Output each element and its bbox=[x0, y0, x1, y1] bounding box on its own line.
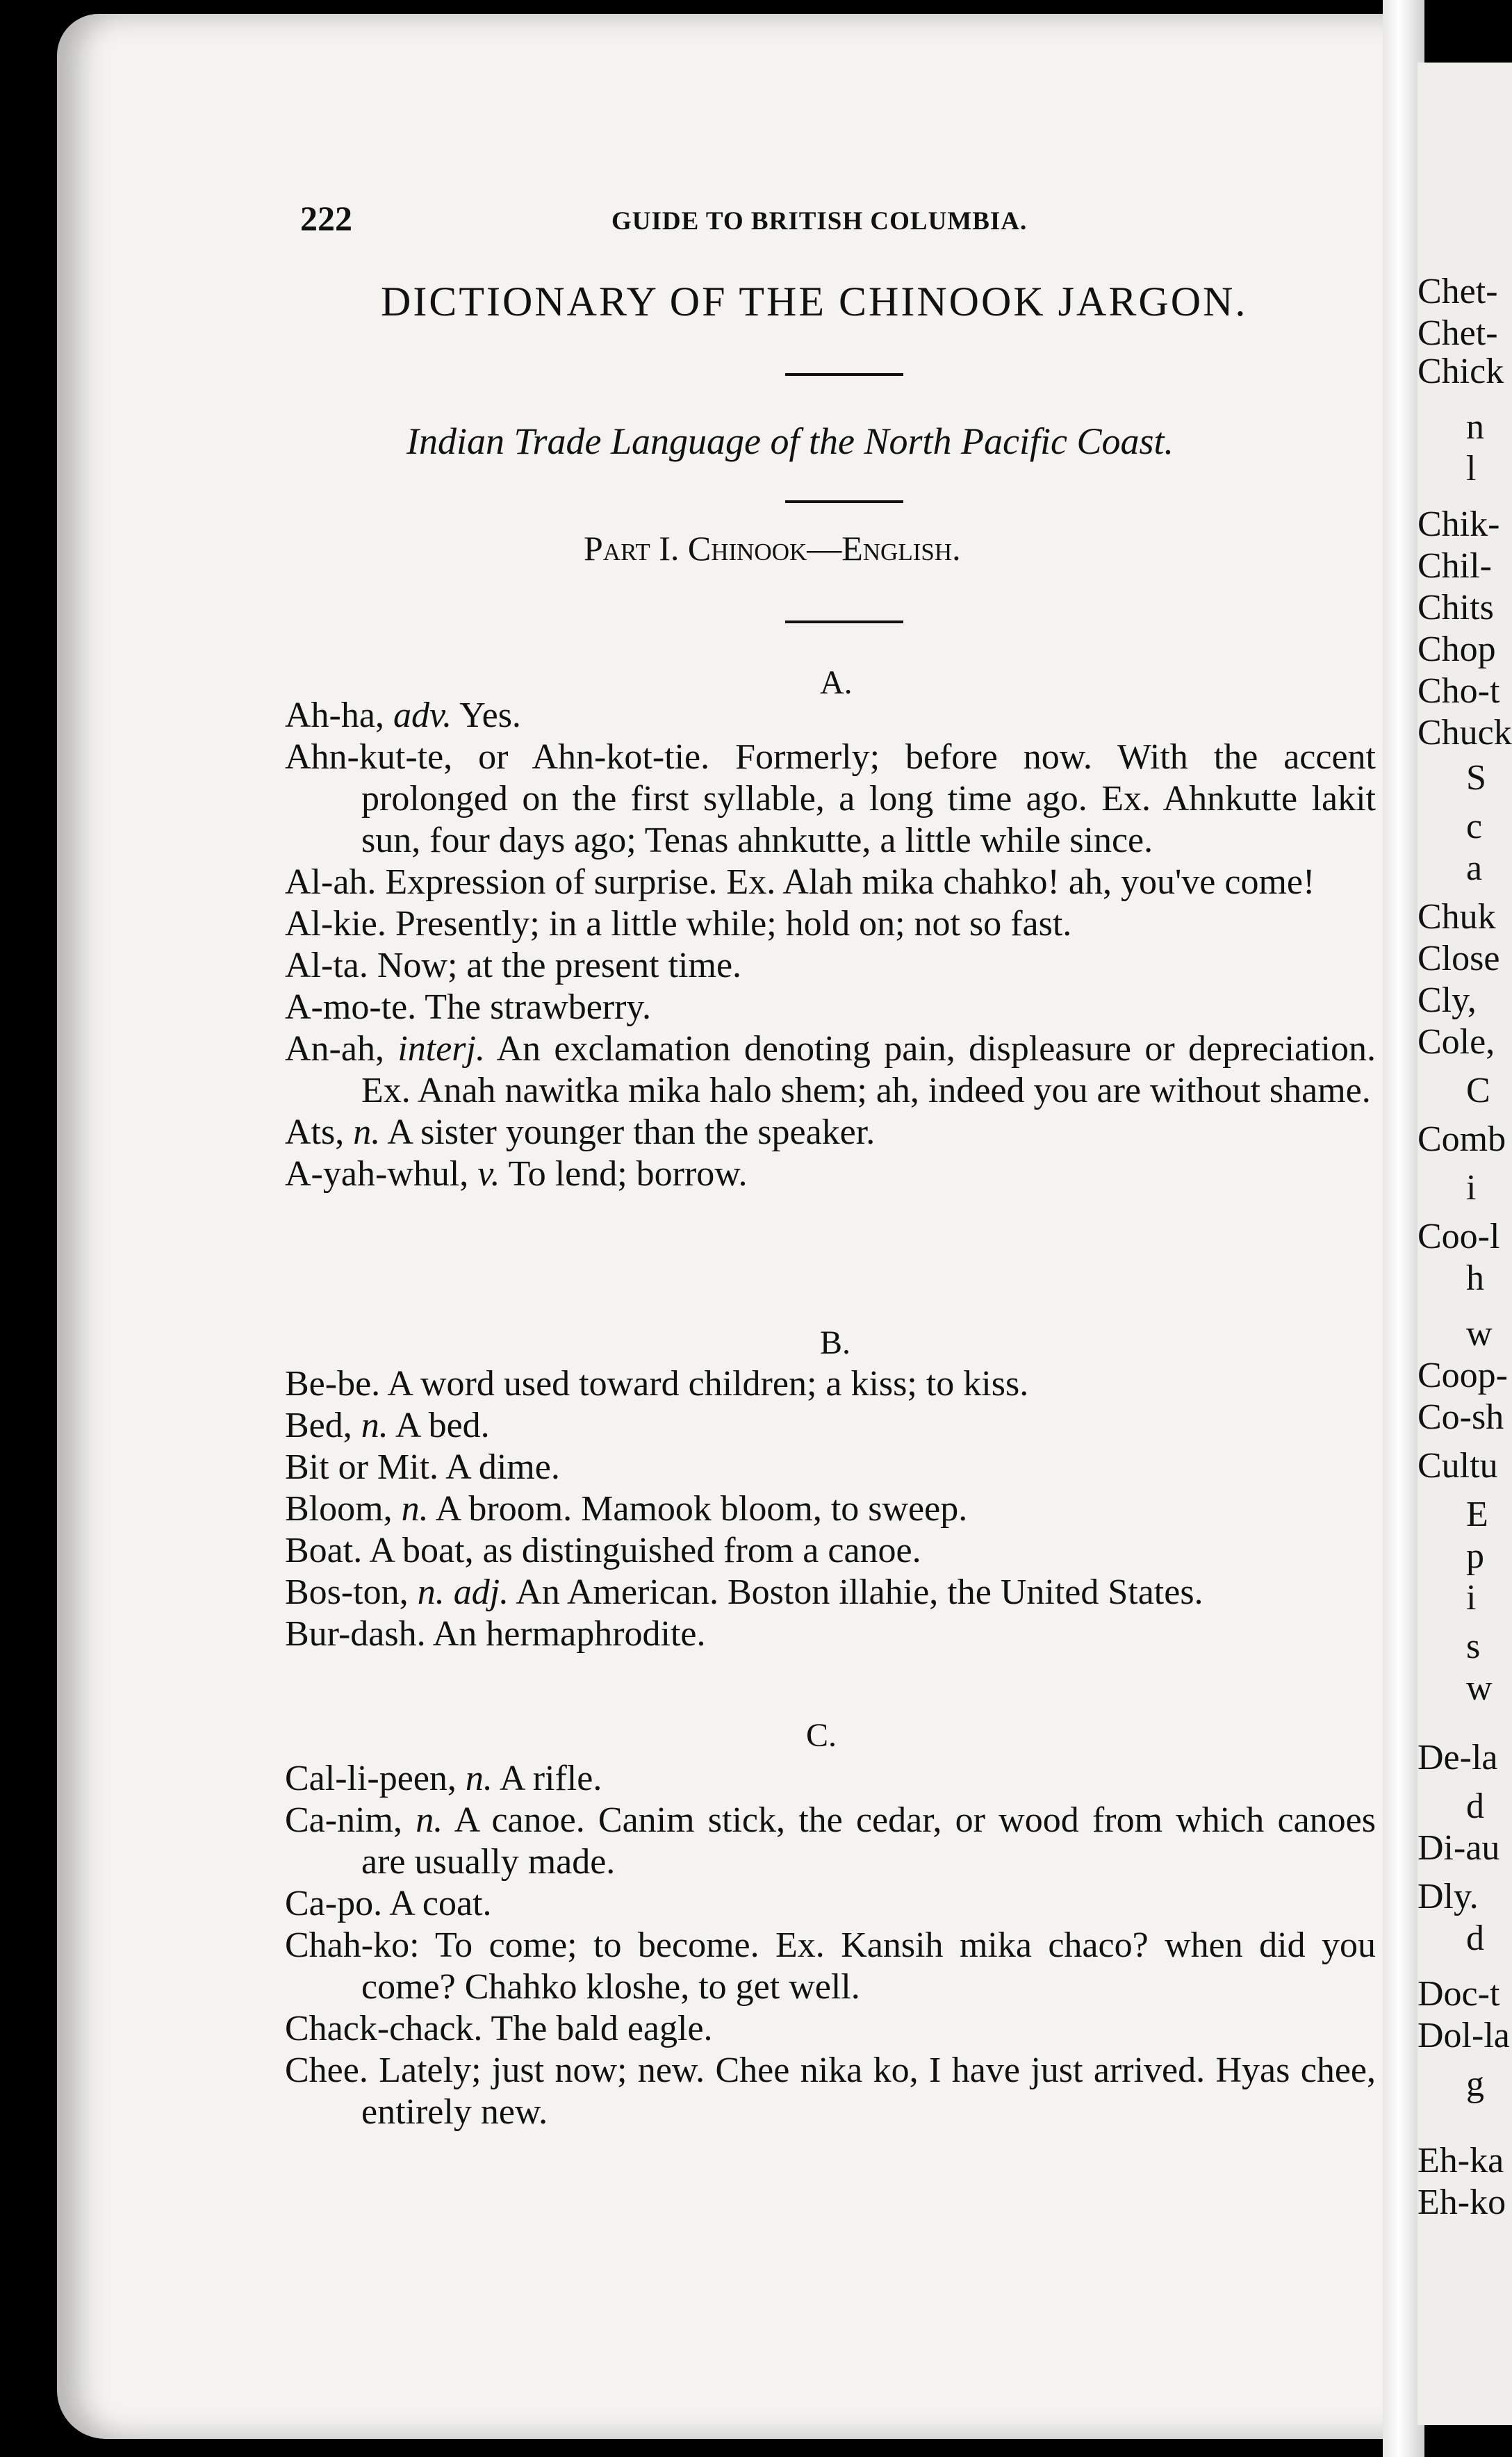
divider-rule bbox=[785, 621, 903, 623]
entry-part-of-speech: n. bbox=[353, 1112, 381, 1152]
facing-page-text: Cly, bbox=[1418, 980, 1477, 1020]
entry-definition: Now; at the present time. bbox=[377, 946, 742, 985]
dictionary-entry bbox=[285, 1530, 1376, 1572]
facing-page-text: d bbox=[1466, 1918, 1484, 1958]
entry-headword: An-ah, bbox=[285, 1029, 384, 1069]
dictionary-entry bbox=[285, 2008, 1376, 2050]
facing-page-text: Dol-la bbox=[1418, 2016, 1510, 2055]
entry-definition: A broom. Mamook bloom, to sweep. bbox=[435, 1489, 968, 1529]
section-letter-b: B. bbox=[820, 1324, 851, 1361]
entry-definition: A dime. bbox=[445, 1447, 560, 1487]
entry-definition: An American. Boston illahie, the United States. bbox=[516, 1572, 1203, 1612]
entry-headword: Al-ah. bbox=[285, 862, 377, 902]
facing-page-text: p bbox=[1466, 1536, 1484, 1576]
entry-definition: A word used toward children; a kiss; to kiss. bbox=[387, 1364, 1029, 1404]
facing-page-text: i bbox=[1466, 1168, 1477, 1208]
entry-definition: A coat. bbox=[389, 1884, 492, 1923]
part-heading: Part I. Chinook—English. bbox=[584, 529, 961, 568]
entry-part-of-speech: interj. bbox=[397, 1029, 485, 1069]
facing-page-text: S bbox=[1466, 758, 1486, 798]
facing-page-text: C bbox=[1466, 1071, 1490, 1110]
facing-page-text: Di-au bbox=[1418, 1828, 1500, 1868]
entry-headword: Ah-ha, bbox=[285, 696, 384, 735]
entry-headword: A-yah-whul, bbox=[285, 1154, 469, 1194]
entry-definition: An hermaphrodite. bbox=[432, 1614, 706, 1654]
dictionary-entry bbox=[285, 1488, 1376, 1530]
entry-definition: Expression of surprise. Ex. Alah mika chahko! ah, you've come! bbox=[385, 862, 1315, 902]
entry-definition: To come; to become. Ex. Kansih mika chaco? when did you come? Chahko kloshe, to get well. bbox=[361, 1925, 1376, 2007]
entry-definition: A boat, as distinguished from a canoe. bbox=[369, 1531, 921, 1570]
dictionary-entry bbox=[285, 1112, 1376, 1153]
entry-definition: A canoe. Canim stick, the cedar, or wood from which canoes are usually made. bbox=[361, 1800, 1376, 1882]
entry-definition: Lately; just now; new. Chee nika ko, I have just arrived. Hyas chee, entirely new. bbox=[361, 2051, 1377, 2132]
facing-page-text: Eh-ka bbox=[1418, 2141, 1504, 2180]
entry-headword: Bur-dash. bbox=[285, 1614, 426, 1654]
page-header bbox=[0, 198, 1512, 254]
entry-definition: Formerly; before now. With the accent prolonged on the first syllable, a long time ago. Ex. Ahnkutte lakit sun, four days ago; Tenas ahnkutte, a little while since. bbox=[361, 737, 1376, 860]
entry-headword: Be-be. bbox=[285, 1364, 381, 1404]
entry-definition: A bed. bbox=[395, 1406, 490, 1445]
dictionary-entry bbox=[285, 1447, 1376, 1488]
dictionary-entry bbox=[285, 1153, 1376, 1195]
entry-headword: Bit or Mit. bbox=[285, 1447, 439, 1487]
facing-page-text: w bbox=[1466, 1668, 1493, 1708]
entry-headword: Chee. bbox=[285, 2051, 368, 2090]
entry-definition: Yes. bbox=[459, 696, 521, 735]
entry-headword: Al-ta. bbox=[285, 946, 368, 985]
entry-definition: The bald eagle. bbox=[491, 2009, 713, 2048]
entry-definition: An exclamation denoting pain, displeasure or depreciation. Ex. Anah nawitka mika halo shem; ah, indeed you are without shame. bbox=[361, 1029, 1376, 1110]
facing-page-text: Cho-t bbox=[1418, 671, 1500, 711]
page-title: DICTIONARY OF THE CHINOOK JARGON. bbox=[381, 279, 1248, 324]
facing-page-text: Chuk bbox=[1418, 897, 1496, 937]
entry-headword: Bos-ton, bbox=[285, 1572, 409, 1612]
entry-headword: Ahn-kut-te, or Ahn-kot-tie. bbox=[285, 737, 710, 777]
dictionary-entry bbox=[285, 1883, 1376, 1925]
facing-page-text: h bbox=[1466, 1258, 1484, 1298]
dictionary-entry bbox=[285, 1800, 1376, 1883]
section-letter-a: A. bbox=[820, 664, 853, 701]
facing-page-text: Chet- bbox=[1418, 272, 1498, 311]
divider-rule bbox=[785, 500, 903, 503]
facing-page-text: c bbox=[1466, 807, 1483, 846]
dictionary-entry bbox=[285, 695, 1376, 737]
entry-part-of-speech: n. bbox=[401, 1489, 429, 1529]
facing-page-text: Cole, bbox=[1418, 1022, 1495, 1062]
entry-headword: Cal-li-peen, bbox=[285, 1759, 457, 1798]
facing-page-text: Doc-t bbox=[1418, 1974, 1500, 2014]
section-c-entries bbox=[285, 1758, 1376, 2133]
facing-page-text: Coop- bbox=[1418, 1356, 1508, 1395]
entry-headword: Al-kie. bbox=[285, 904, 386, 944]
dictionary-entry bbox=[285, 945, 1376, 987]
running-title: GUIDE TO BRITISH COLUMBIA. bbox=[611, 207, 1028, 236]
facing-page-text: Chil- bbox=[1418, 546, 1492, 586]
facing-page-text: Dly. bbox=[1418, 1877, 1479, 1916]
dictionary-entry bbox=[285, 1572, 1376, 1613]
facing-page-text: Chop bbox=[1418, 630, 1496, 669]
facing-page-text: Coo-l bbox=[1418, 1217, 1500, 1256]
section-letter-c: C. bbox=[806, 1717, 837, 1754]
dictionary-entry bbox=[285, 987, 1376, 1028]
facing-page-text: n bbox=[1466, 407, 1484, 447]
facing-page-text: Chits bbox=[1418, 588, 1494, 627]
dictionary-entry bbox=[285, 2050, 1376, 2133]
facing-page-text: Chik- bbox=[1418, 504, 1500, 544]
entry-headword: Ca-nim, bbox=[285, 1800, 402, 1840]
dictionary-entry bbox=[285, 1613, 1376, 1655]
page-number: 222 bbox=[300, 199, 352, 238]
entry-definition: The strawberry. bbox=[425, 987, 652, 1027]
facing-page-text: De-la bbox=[1418, 1738, 1498, 1777]
facing-page-text: Comb bbox=[1418, 1119, 1506, 1159]
entry-part-of-speech: adv. bbox=[393, 696, 452, 735]
entry-headword: Chah-ko: bbox=[285, 1925, 420, 1965]
facing-page-text: Close bbox=[1418, 939, 1500, 978]
subtitle: Indian Trade Language of the North Pacific Coast. bbox=[406, 420, 1174, 462]
facing-page-text: s bbox=[1466, 1627, 1481, 1666]
facing-page-text: Chick bbox=[1418, 352, 1504, 391]
divider-rule bbox=[785, 373, 903, 376]
entry-headword: Ca-po. bbox=[285, 1884, 383, 1923]
facing-page bbox=[1418, 63, 1512, 2425]
dictionary-entry bbox=[285, 903, 1376, 945]
dictionary-entry bbox=[285, 737, 1376, 862]
facing-page-text: g bbox=[1466, 2064, 1484, 2104]
entry-part-of-speech: n. adj. bbox=[417, 1572, 509, 1612]
entry-headword: A-mo-te. bbox=[285, 987, 417, 1027]
entry-definition: A rifle. bbox=[500, 1759, 602, 1798]
entry-headword: Chack-chack. bbox=[285, 2009, 483, 2048]
section-a-entries bbox=[285, 695, 1376, 1195]
facing-page-text: E bbox=[1466, 1495, 1488, 1534]
facing-page-text: Chet- bbox=[1418, 313, 1498, 353]
facing-page-text: w bbox=[1466, 1314, 1493, 1354]
entry-part-of-speech: n. bbox=[416, 1800, 443, 1840]
entry-definition: A sister younger than the speaker. bbox=[387, 1112, 876, 1152]
dictionary-entry bbox=[285, 1405, 1376, 1447]
dictionary-entry bbox=[285, 1758, 1376, 1800]
facing-page-text: Co-sh bbox=[1418, 1397, 1504, 1437]
entry-headword: Bloom, bbox=[285, 1489, 393, 1529]
facing-page-text: Chuck bbox=[1418, 713, 1512, 753]
entry-definition: To lend; borrow. bbox=[508, 1154, 748, 1194]
dictionary-entry bbox=[285, 1028, 1376, 1112]
section-b-entries bbox=[285, 1363, 1376, 1655]
entry-part-of-speech: v. bbox=[477, 1154, 500, 1194]
facing-page-text: i bbox=[1466, 1578, 1477, 1618]
entry-part-of-speech: n. bbox=[465, 1759, 493, 1798]
dictionary-entry bbox=[285, 1363, 1376, 1405]
facing-page-text: a bbox=[1466, 848, 1483, 888]
entry-headword: Ats, bbox=[285, 1112, 345, 1152]
facing-page-text: l bbox=[1466, 449, 1477, 488]
entry-headword: Bed, bbox=[285, 1406, 352, 1445]
entry-definition: Presently; in a little while; hold on; not so fast. bbox=[395, 904, 1072, 944]
facing-page-text: Cultu bbox=[1418, 1446, 1498, 1486]
facing-page-text: d bbox=[1466, 1786, 1484, 1826]
dictionary-entry bbox=[285, 1925, 1376, 2008]
entry-part-of-speech: n. bbox=[361, 1406, 388, 1445]
entry-headword: Boat. bbox=[285, 1531, 363, 1570]
dictionary-entry bbox=[285, 862, 1376, 903]
facing-page-text: Eh-ko bbox=[1418, 2183, 1506, 2222]
